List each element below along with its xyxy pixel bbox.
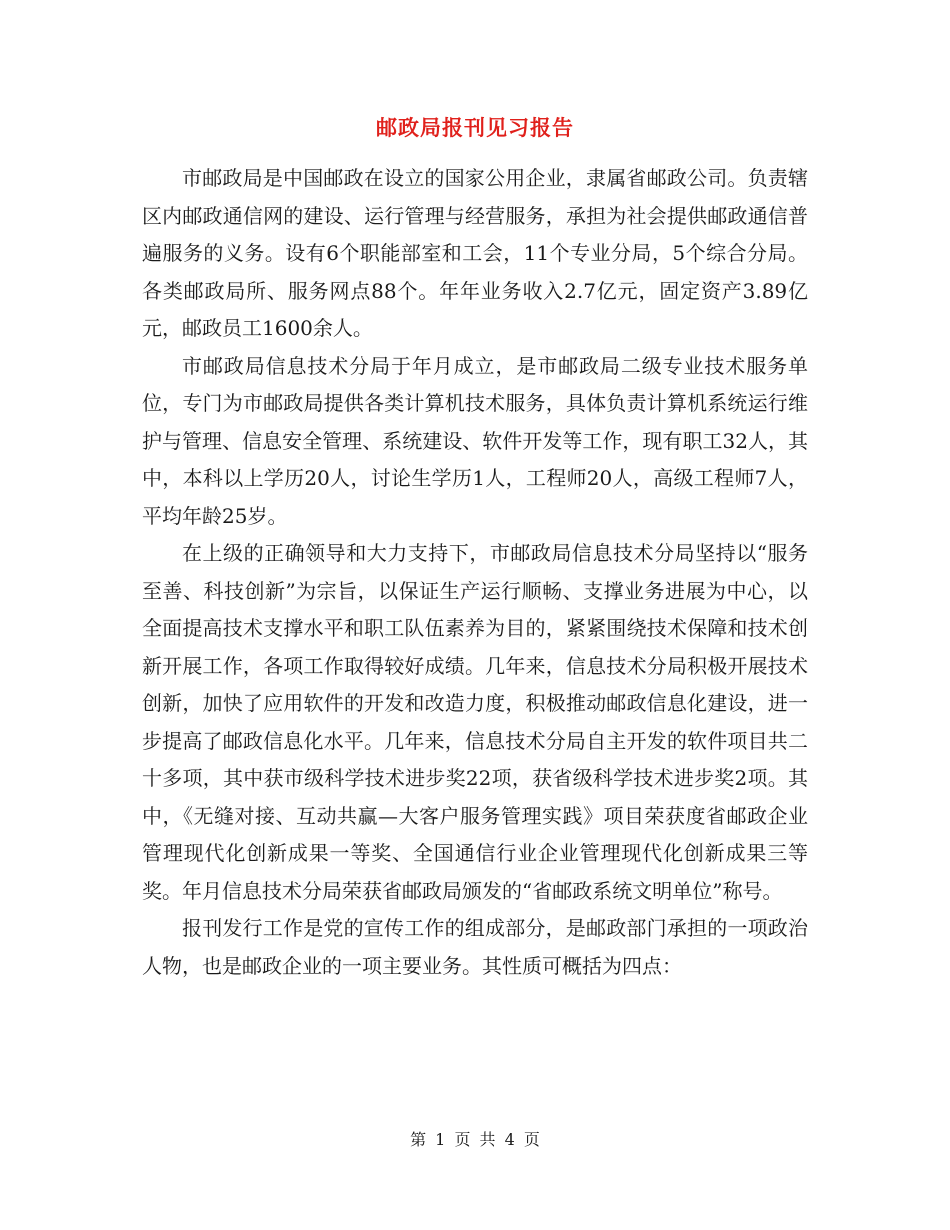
page-number-footer: 第 1 页 共 4 页 bbox=[410, 1130, 540, 1149]
document-title: 邮政局报刊见习报告 bbox=[376, 115, 574, 140]
paragraph-4: 报刊发行工作是党的宣传工作的组成部分，是邮政部门承担的一项政治人物，也是邮政企业的一项主要业务。其性质可概括为四点： bbox=[142, 916, 808, 978]
paragraph-3: 在上级的正确领导和大力支持下，市邮政局信息技术分局坚持以“服务至善、科技创新”为宗旨，以保证生产运行顺畅、支撑业务进展为中心，以全面提高技术支撑水平和职工队伍素养为目的，紧紧围绕技术保障和技术创新开展工作，各项工作取得较好成绩。几年来，信息技术分局积极开展技术创新，加快了应用软件的开发和改造力度，积极推动邮政信息化建设，进一步提高了邮政信息化水平。几年来，信息技术分局自主开发的软件项目共二十多项，其中获市级科学技术进步奖22项，获省级科学技术进步奖2项。其中，《无缝对接、互动共赢—大客户服务管理实践》项目荣获度省邮政企业管理现代化创新成果一等奖、全国通信行业企业管理现代化创新成果三等奖。年月信息技术分局荣获省邮政局颁发的“省邮政系统文明单位”称号。 bbox=[142, 541, 808, 903]
document-body bbox=[142, 160, 808, 985]
paragraph-1: 市邮政局是中国邮政在设立的国家公用企业，隶属省邮政公司。负责辖区内邮政通信网的建设、运行管理与经营服务，承担为社会提供邮政通信普遍服务的义务。设有6个职能部室和工会，11个专业分局，5个综合分局。各类邮政局所、服务网点88个。年年业务收入2.7亿元，固定资产3.89亿元，邮政员工1600余人。 bbox=[142, 166, 808, 340]
paragraph-2: 市邮政局信息技术分局于年月成立，是市邮政局二级专业技术服务单位，专门为市邮政局提供各类计算机技术服务，具体负责计算机系统运行维护与管理、信息安全管理、系统建设、软件开发等工作，现有职工32人，其中，本科以上学历20人，讨论生学历1人，工程师20人，高级工程师7人，平均年龄25岁。 bbox=[142, 353, 808, 528]
